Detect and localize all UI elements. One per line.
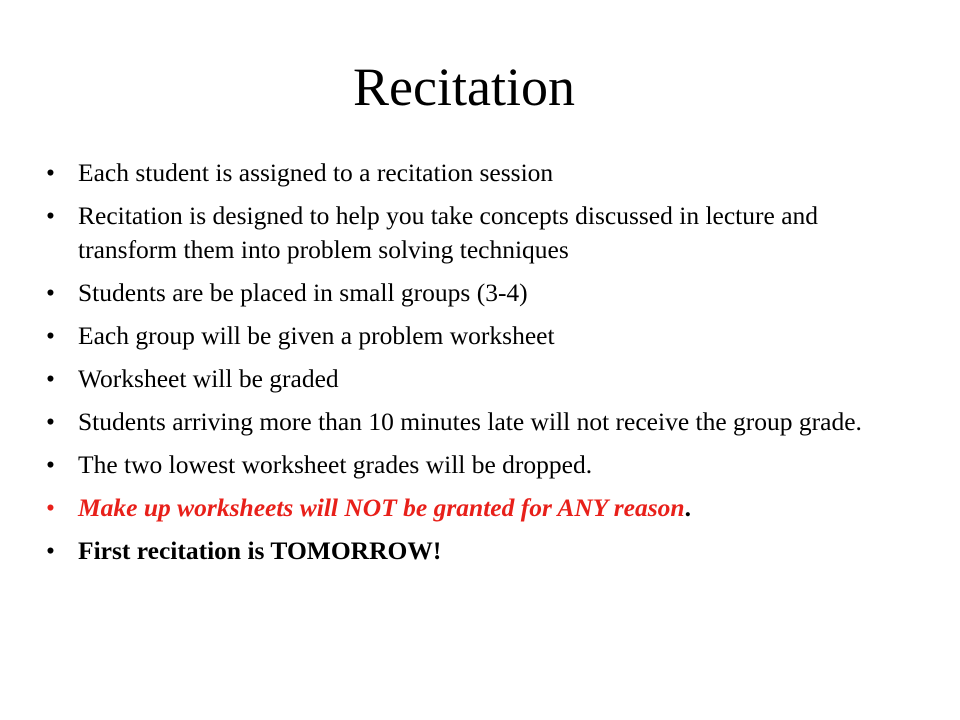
bullet-dot-icon: • xyxy=(46,450,55,479)
bullet-text: Each group will be given a problem worksheet xyxy=(78,321,555,350)
bullet-dot-icon: • xyxy=(46,493,55,522)
bullet-dot-icon: • xyxy=(46,278,55,307)
bullet-item-graded xyxy=(46,362,906,396)
bullet-dot-icon: • xyxy=(46,364,55,393)
slide-title: Recitation xyxy=(353,57,575,117)
bullet-dot-icon: • xyxy=(46,201,55,230)
bullet-text: Students arriving more than 10 minutes late will not receive the group grade. xyxy=(78,407,862,436)
bullet-item-assignment xyxy=(46,156,906,190)
bullet-item-first-recitation xyxy=(46,534,906,568)
bullet-dot-icon: • xyxy=(46,536,55,565)
bullet-text: Each student is assigned to a recitation session xyxy=(78,158,554,187)
bullet-item-dropped-grades xyxy=(46,448,906,482)
bullet-dot-icon: • xyxy=(46,321,55,350)
bullet-item-late-policy xyxy=(46,405,906,439)
bullet-text-wrapper xyxy=(78,491,906,525)
bullet-item-worksheet xyxy=(46,319,906,353)
bullet-dot-icon: • xyxy=(46,407,55,436)
bullet-text: Recitation is designed to help you take concepts discussed in lecture and transform them into problem solving techniques xyxy=(78,201,819,264)
bullet-dot-icon: • xyxy=(46,158,55,187)
bullet-item-groups xyxy=(46,276,906,310)
bullet-text: Worksheet will be graded xyxy=(78,364,339,393)
bullet-item-purpose xyxy=(46,199,906,267)
bullet-text: Make up worksheets will NOT be granted for ANY reason xyxy=(78,493,685,522)
bullet-list xyxy=(46,156,906,577)
bullet-text: The two lowest worksheet grades will be dropped. xyxy=(78,450,593,479)
bullet-item-makeup-policy xyxy=(46,491,906,525)
bullet-text: First recitation is TOMORROW! xyxy=(78,536,442,565)
bullet-text: Students are be placed in small groups (3-4) xyxy=(78,278,528,307)
bullet-text-tail: . xyxy=(684,493,691,522)
